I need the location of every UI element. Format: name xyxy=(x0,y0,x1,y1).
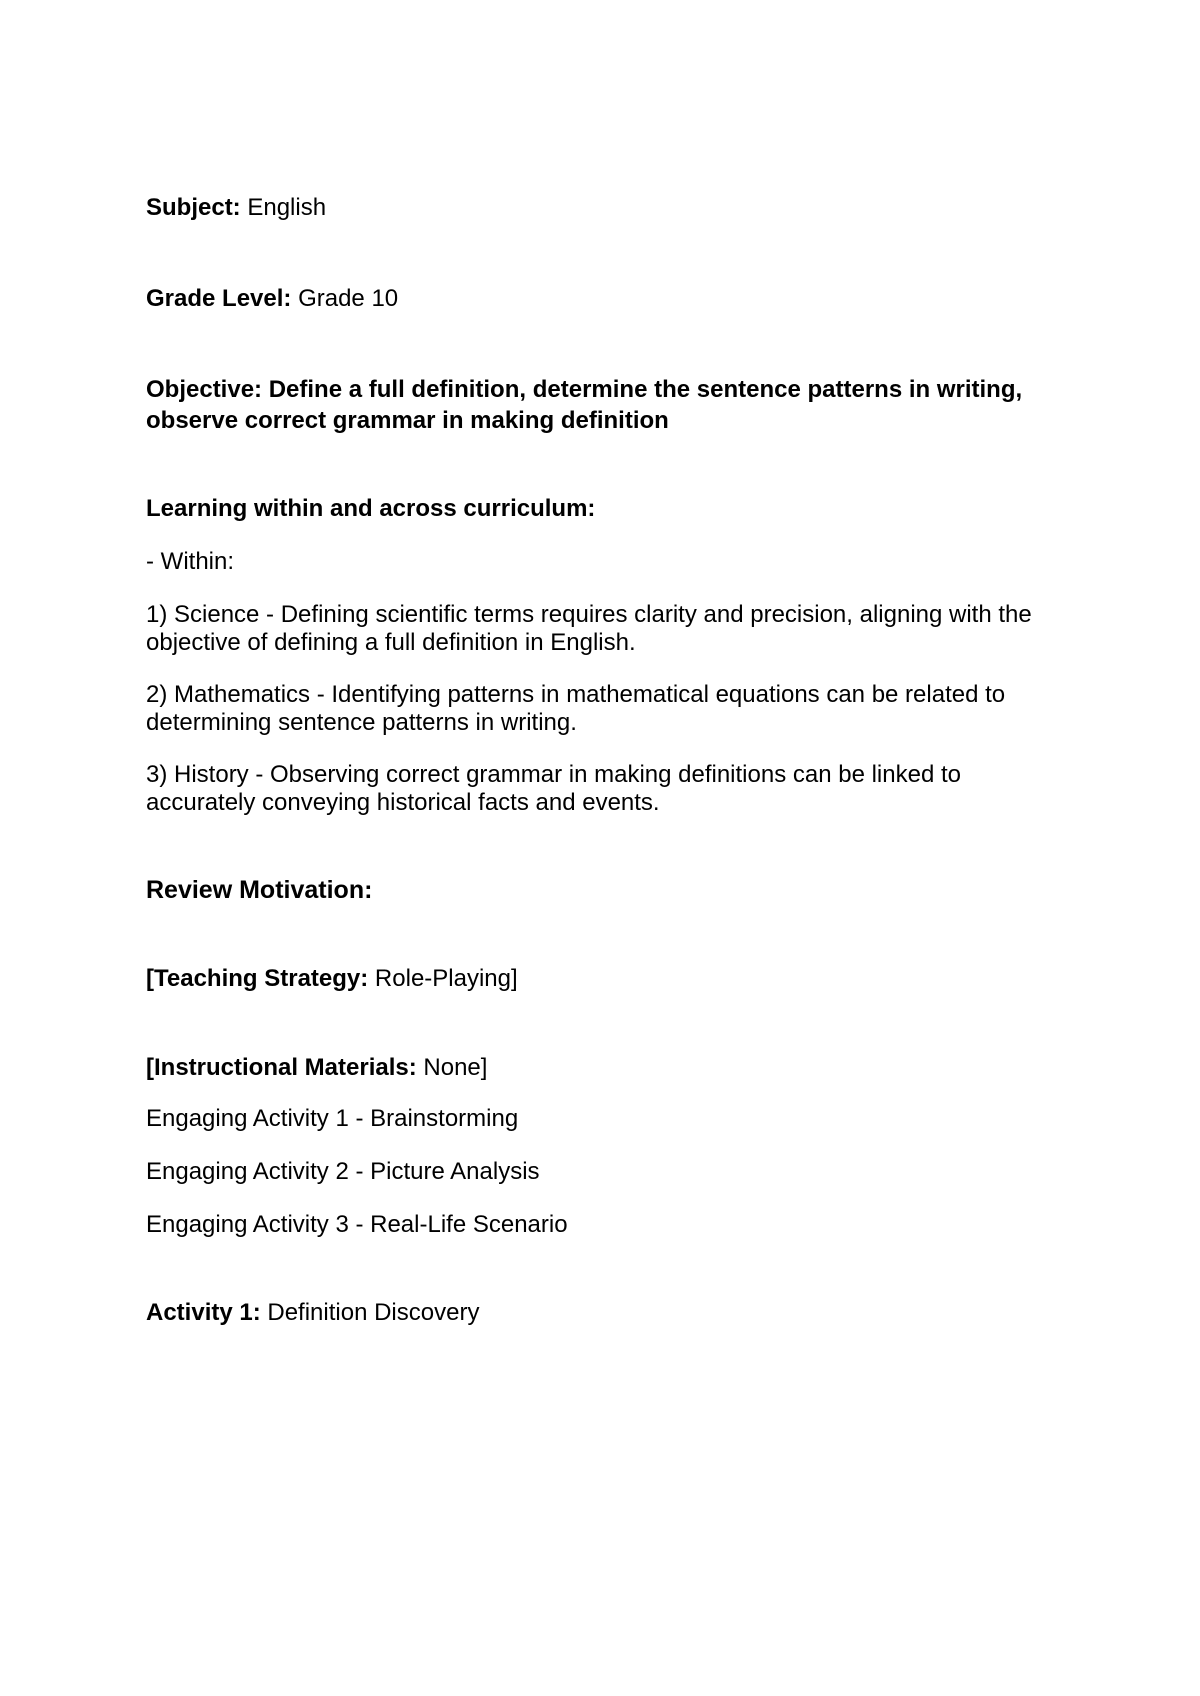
subject-value: English xyxy=(240,194,327,221)
engaging-activity-3: Engaging Activity 3 - Real-Life Scenario xyxy=(146,1211,568,1238)
mathematics-line-1: 2) Mathematics - Identifying patterns in mathematical equations can be related to xyxy=(146,681,1006,708)
teaching-strategy-line xyxy=(146,964,1066,993)
objective-text-1: Define a full definition, determine the sentence patterns in writing, xyxy=(262,376,1023,403)
teaching-strategy-value: Role-Playing] xyxy=(368,965,518,992)
instructional-materials-label: Instructional Materials: xyxy=(154,1054,417,1081)
teaching-strategy-label: Teaching Strategy: xyxy=(154,965,369,992)
activity-1-value: Definition Discovery xyxy=(260,1299,480,1326)
science-line-2: objective of defining a full definition in English. xyxy=(146,629,636,656)
instructional-materials-value: None] xyxy=(416,1054,488,1081)
activity-1-line xyxy=(146,1298,1066,1327)
within-label: - Within: xyxy=(146,548,235,575)
objective-line-2 xyxy=(146,406,1066,435)
history-line-2: accurately conveying historical facts and events. xyxy=(146,789,660,816)
subject-line xyxy=(146,193,1066,222)
science-line-1: 1) Science - Defining scientific terms requires clarity and precision, aligning with the xyxy=(146,601,1032,628)
grade-level-line xyxy=(146,284,1066,313)
engaging-activity-1: Engaging Activity 1 - Brainstorming xyxy=(146,1105,519,1132)
activity-1-label: Activity 1: xyxy=(146,1299,261,1326)
objective-line-1 xyxy=(146,375,1066,404)
instructional-materials-line xyxy=(146,1053,1066,1082)
learning-heading: Learning within and across curriculum: xyxy=(146,495,596,522)
objective-label: Objective: xyxy=(146,376,263,403)
review-motivation-heading: Review Motivation: xyxy=(146,876,373,904)
objective-text-2: observe correct grammar in making definition xyxy=(146,407,669,434)
teaching-strategy-bracket: [ xyxy=(146,965,154,992)
mathematics-line-2: determining sentence patterns in writing. xyxy=(146,709,577,736)
subject-label: Subject: xyxy=(146,194,241,221)
history-line-1: 3) History - Observing correct grammar in making definitions can be linked to xyxy=(146,761,961,788)
grade-level-label: Grade Level: xyxy=(146,285,292,312)
grade-level-value: Grade 10 xyxy=(291,285,399,312)
instructional-materials-bracket: [ xyxy=(146,1054,154,1081)
engaging-activity-2: Engaging Activity 2 - Picture Analysis xyxy=(146,1158,540,1185)
